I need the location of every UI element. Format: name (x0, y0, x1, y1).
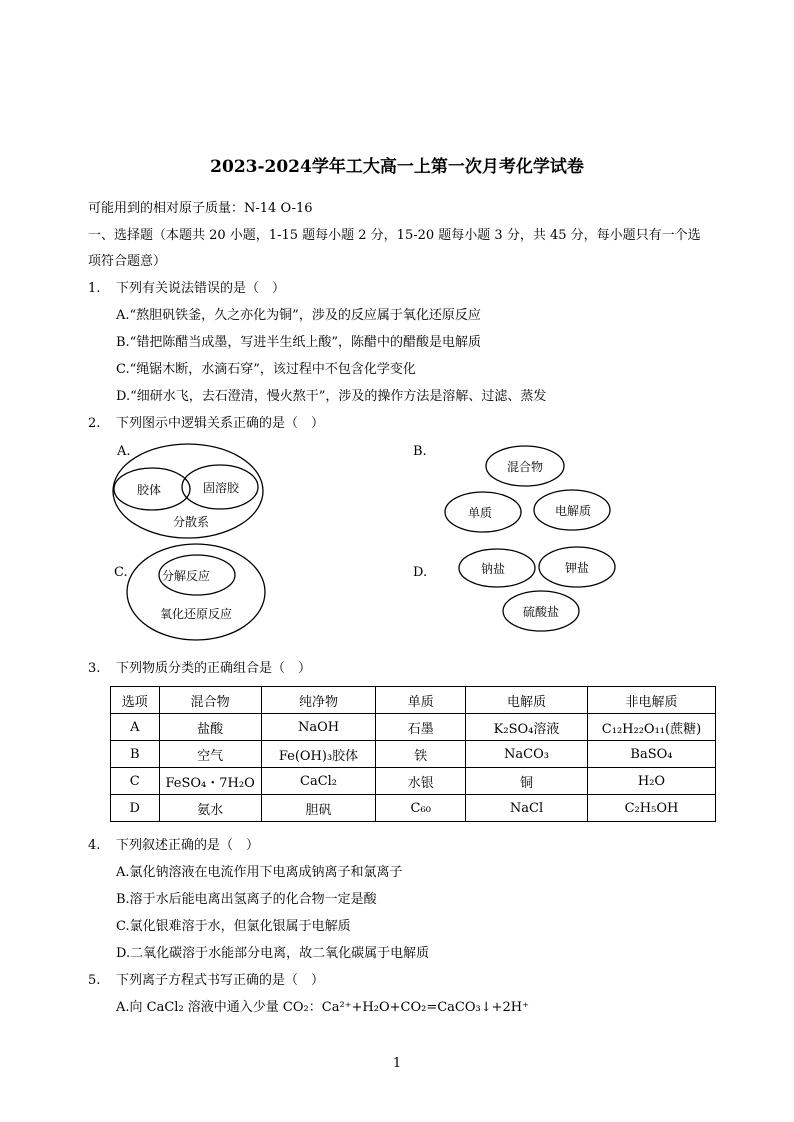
q1-option-d: D.“细研水飞，去石澄清，慢火熬干”，涉及的操作方法是溶解、过滤、蒸发 (116, 389, 547, 404)
q3-number: 3. (88, 661, 101, 676)
table-cell: 胆矾 (261, 795, 376, 822)
diagD-left-text: 钠盐 (480, 562, 506, 576)
table-header-row (111, 687, 716, 714)
table-header-cell: 纯净物 (261, 687, 376, 714)
table-cell: 铁 (376, 741, 466, 768)
diagB-right-text: 电解质 (554, 504, 592, 518)
q5-option-a: A.向 CaCl₂ 溶液中通入少量 CO₂：Ca²⁺+H₂O+CO₂=CaCO₃↓+2H⁺ (116, 1000, 529, 1015)
q4-option-d: D.二氧化碳溶于水能部分电离，故二氧化碳属于电解质 (116, 946, 430, 961)
table-cell: FeSO₄・7H₂O (159, 768, 261, 795)
q2-stem: 下列图示中逻辑关系正确的是（ ） (116, 416, 325, 431)
exam-title: 2023-2024学年工大高一上第一次月考化学试卷 (210, 157, 584, 177)
table-header-cell: 选项 (111, 687, 160, 714)
table-cell: BaSO₄ (587, 741, 715, 768)
atomic-mass-line: 可能用到的相对原子质量：N-14 O-16 (88, 201, 313, 216)
q3-stem: 下列物质分类的正确组合是（ ） (116, 661, 312, 676)
diagC-label: C. (114, 565, 128, 580)
table-cell: C₁₂H₂₂O₁₁(蔗糖) (587, 714, 715, 741)
table-row (111, 741, 716, 768)
q1-option-c: C.“绳锯木断，水滴石穿”，该过程中不包含化学变化 (116, 362, 416, 377)
table-cell: 盐酸 (159, 714, 261, 741)
page-number: 1 (392, 1056, 402, 1071)
table-header-cell: 电解质 (466, 687, 588, 714)
table-header-cell: 单质 (376, 687, 466, 714)
diagA-outer-text: 分散系 (172, 515, 210, 529)
table-cell: K₂SO₄溶液 (466, 714, 588, 741)
table-cell: NaCO₃ (466, 741, 588, 768)
table-cell: B (111, 741, 160, 768)
diagB-top-text: 混合物 (506, 460, 544, 474)
q4-option-c: C.氯化银难溶于水，但氯化银属于电解质 (116, 919, 351, 934)
q4-number: 4. (88, 838, 101, 853)
table-cell: C₂H₅OH (587, 795, 715, 822)
section-heading-line1: 一、选择题（本题共 20 小题，1-15 题每小题 2 分，15-20 题每小题 3 分，共 45 分，每小题只有一个选 (88, 228, 701, 243)
table-cell: NaOH (261, 714, 376, 741)
table-cell: A (111, 714, 160, 741)
diagD-label: D. (413, 565, 428, 580)
q4-option-a: A.氯化钠溶液在电流作用下电离成钠离子和氯离子 (116, 865, 403, 880)
diagB-left-text: 单质 (467, 506, 493, 520)
q5-stem: 下列离子方程式书写正确的是（ ） (116, 973, 325, 988)
table-row (111, 768, 716, 795)
table-cell: 水银 (376, 768, 466, 795)
table-cell: C₆₀ (376, 795, 466, 822)
diagC-outer-text: 氧化还原反应 (159, 607, 233, 621)
q4-stem: 下列叙述正确的是（ ） (116, 838, 260, 853)
diagA-left-text: 胶体 (136, 483, 162, 497)
table-cell: Fe(OH)₃胶体 (261, 741, 376, 768)
q4-option-b: B.溶于水后能电离出氢离子的化合物一定是酸 (116, 892, 377, 907)
diagA-right-text: 固溶胶 (202, 481, 240, 495)
table-cell: 空气 (159, 741, 261, 768)
table-cell: C (111, 768, 160, 795)
table-cell: 氨水 (159, 795, 261, 822)
table-cell: 铜 (466, 768, 588, 795)
table-cell: H₂O (587, 768, 715, 795)
q5-number: 5. (88, 973, 101, 988)
diagA-label: A. (117, 444, 131, 459)
table-cell: NaCl (466, 795, 588, 822)
section-heading-line2: 项符合题意） (88, 254, 167, 269)
table-cell: CaCl₂ (261, 768, 376, 795)
table-row (111, 714, 716, 741)
q1-number: 1. (88, 281, 101, 296)
diagB-label: B. (413, 444, 427, 459)
diagC-outer-ellipse (127, 544, 265, 640)
table-cell: 石墨 (376, 714, 466, 741)
diagD-right-text: 钾盐 (564, 561, 590, 575)
diagC-inner-text: 分解反应 (161, 569, 211, 583)
table-cell: D (111, 795, 160, 822)
table-row (111, 795, 716, 822)
diagD-bottom-text: 硫酸盐 (522, 605, 560, 619)
q1-stem: 下列有关说法错误的是（ ） (116, 281, 286, 296)
q1-option-a: A.“熬胆矾铁釜，久之亦化为铜”，涉及的反应属于氧化还原反应 (116, 308, 481, 323)
table-header-cell: 非电解质 (587, 687, 715, 714)
q2-number: 2. (88, 416, 101, 431)
table-header-cell: 混合物 (159, 687, 261, 714)
q3-classification-table (110, 686, 716, 822)
q1-option-b: B.“错把陈醋当成墨，写进半生纸上酸”，陈醋中的醋酸是电解质 (116, 335, 481, 350)
